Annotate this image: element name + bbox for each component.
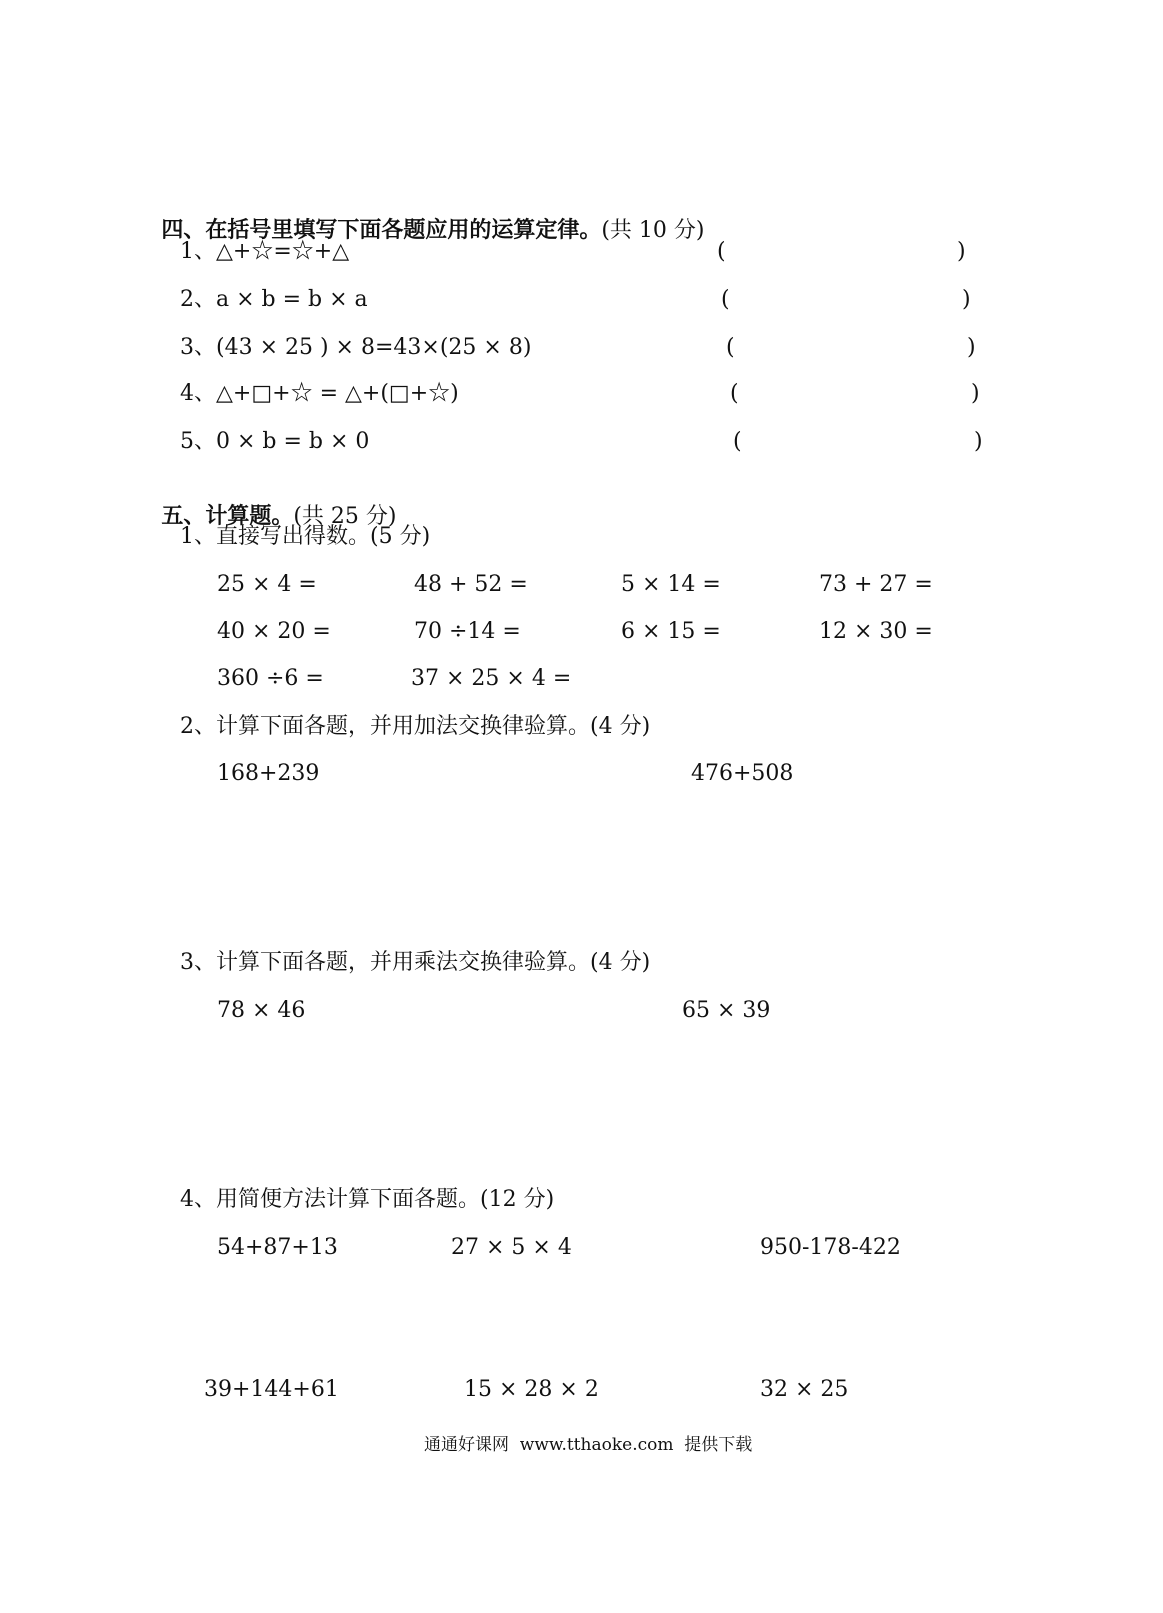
q2-title: 2、计算下面各题，并用加法交换律验算。(4 分) [180, 714, 651, 739]
answer-paren-close-1[interactable]: ) [957, 239, 966, 264]
section-4-title [146, 192, 705, 244]
answer-paren-close-5[interactable]: ) [974, 429, 983, 454]
q2-problem: 168+239 [217, 761, 320, 786]
q4-problem: 27 × 5 × 4 [451, 1235, 572, 1260]
q3-problem: 78 × 46 [217, 998, 306, 1023]
law-item-1: 1、△+☆=☆+△ [180, 239, 350, 264]
oral-calc-item: 40 × 20 = [217, 619, 331, 644]
footer-credit: 通通好课网 www.tthaoke.com 提供下载 [424, 1435, 753, 1455]
section-4-title-text: 四、在括号里填写下面各题应用的运算定律。 [161, 218, 602, 243]
q3-title: 3、计算下面各题，并用乘法交换律验算。(4 分) [180, 950, 651, 975]
q4-problem: 39+144+61 [204, 1377, 339, 1402]
oral-calc-item: 48 + 52 = [414, 572, 528, 597]
oral-calc-item: 5 × 14 = [621, 572, 721, 597]
answer-paren-close-4[interactable]: ) [971, 381, 980, 406]
law-item-4: 4、△+□+☆ = △+(□+☆) [180, 381, 459, 406]
section-4-score: (共 10 分) [601, 218, 705, 243]
law-item-3: 3、(43 × 25 ) × 8=43×(25 × 8) [180, 335, 532, 360]
section-5-score: (共 25 分) [293, 504, 397, 529]
q4-problem: 15 × 28 × 2 [464, 1377, 599, 1402]
answer-paren-open-4[interactable]: ( [730, 381, 739, 406]
law-item-5: 5、0 × b = b × 0 [180, 429, 370, 454]
q4-problem: 950-178-422 [760, 1235, 901, 1260]
oral-calc-item: 73 + 27 = [819, 572, 933, 597]
q3-problem: 65 × 39 [682, 998, 771, 1023]
oral-calc-item: 6 × 15 = [621, 619, 721, 644]
answer-paren-open-2[interactable]: ( [721, 287, 730, 312]
answer-paren-close-3[interactable]: ) [967, 335, 976, 360]
q1-title: 1、直接写出得数。(5 分) [180, 524, 431, 549]
answer-paren-open-3[interactable]: ( [726, 335, 735, 360]
q2-problem: 476+508 [691, 761, 794, 786]
answer-paren-open-5[interactable]: ( [733, 429, 742, 454]
answer-paren-close-2[interactable]: ) [962, 287, 971, 312]
oral-calc-item: 12 × 30 = [819, 619, 933, 644]
oral-calc-item: 360 ÷6 = [217, 666, 324, 691]
oral-calc-item: 70 ÷14 = [414, 619, 521, 644]
section-5-title-text: 五、计算题。 [161, 504, 294, 529]
section-5-title [146, 478, 397, 530]
law-item-2: 2、a × b = b × a [180, 287, 368, 312]
answer-paren-open-1[interactable]: ( [717, 239, 726, 264]
q4-problem: 32 × 25 [760, 1377, 849, 1402]
oral-calc-item: 37 × 25 × 4 = [411, 666, 572, 691]
oral-calc-item: 25 × 4 = [217, 572, 317, 597]
q4-title: 4、用简便方法计算下面各题。(12 分) [180, 1187, 555, 1212]
q4-problem: 54+87+13 [217, 1235, 338, 1260]
